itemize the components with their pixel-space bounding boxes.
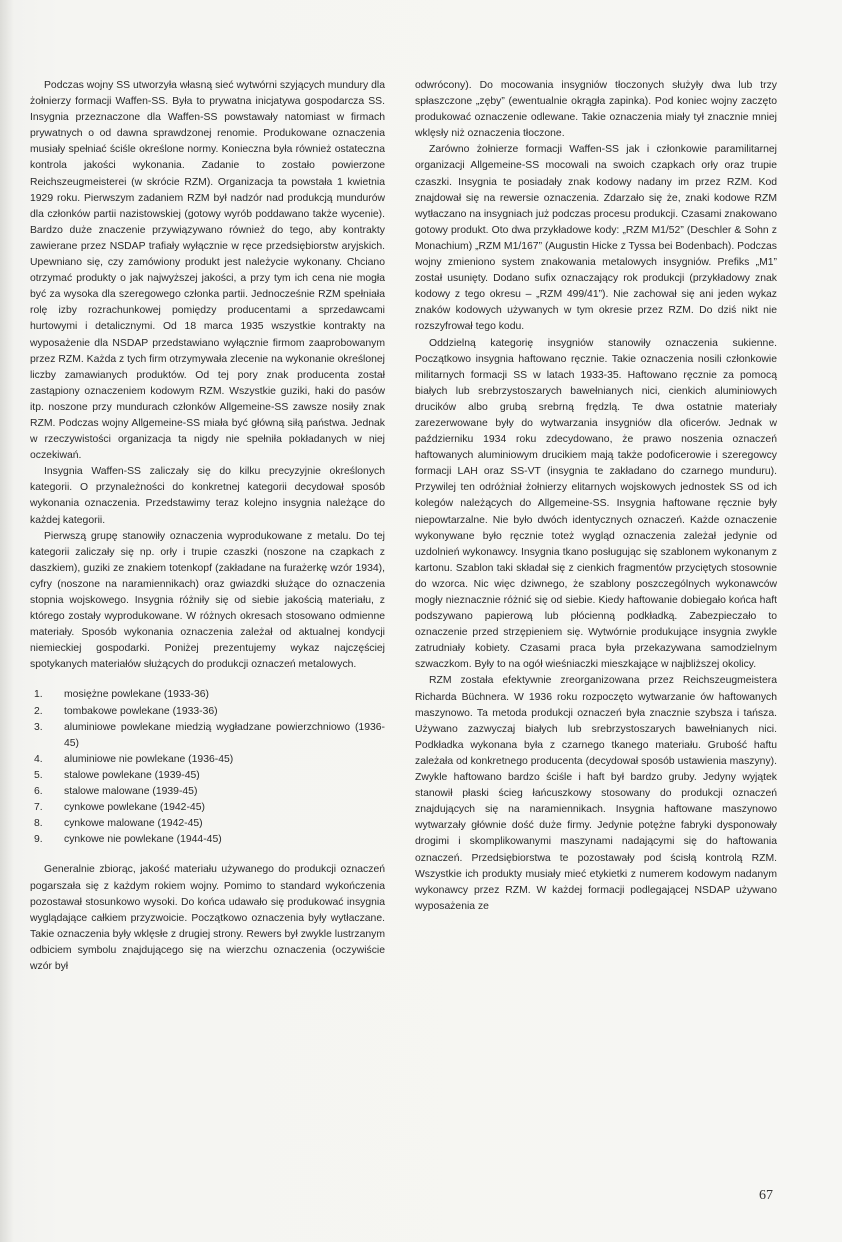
paragraph: Oddzielną kategorię insygniów stanowiły oznaczenia sukienne. Początkowo insygnia haftowano ręcznie. Takie oznaczenia nosili członkowie militarnych formacji SS w latach 1933-35. Haftowano ręcznie za pomocą białych lub srebrzystoszarych bawełnianych nici, cienkich aluminiowych drucików albo grubą srebrną frędzlą. Te dwa ostatnie materiały zarezerwowane były do wytwarzania insygniów dla oficerów. Jednak w październiku 1934 roku zdecydowano, że prawo noszenia oznaczeń haftowanych aluminiowym drucikiem mają także podoficerowie i szeregowcy formacji LAH oraz SS-VT (insygnia te zakładano do czarnego munduru). Przywilej ten odróżniał żołnierzy elitarnych wojskowych jednostek SS od ich kolegów należących do Allgemeine-SS. Insygnia haftowane ręcznie były niepowtarzalne. Nie było dwóch identycznych oznaczeń. Każde oznaczenie wykonywane było ręcznie toteż wygląd oznaczenia zależał jedynie od uzdolnień wykonawcy. Insygnia tkano posługując się szablonem wykonanym z kartonu. Szablon taki składał się z cienkich fragmentów przyciętych stosownie do wzorca. Nic więc dziwnego, że szablony poszczególnych wykonawców mogły nieznacznie różnić się od siebie. Kiedy haftowanie dobiegało końca haft podszywano papierową lub płócienną podkładką. Zabezpieczało to oznaczenie przed strzępieniem się. Wytwórnie produkujące insygnia zwykle zatrudniały kobiety. Czasami praca była przekazywana samodzielnym szwaczkom. Były to na ogół wieśniaczki mieszkające w najbliższej okolicy.: [415, 337, 777, 671]
paragraph: Zarówno żołnierze formacji Waffen-SS jak i członkowie paramilitarnej organizacji Allgemeine-SS mocowali na swoich czapkach orły oraz trupie czaszki. Insygnia te posiadały znak kodowy nadany im przez RZM. Kod znajdował się na rewersie oznaczenia. Zdarzało się że, znaki kodowe RZM wytłaczano na insygniach już podczas procesu produkcji. Czasami znakowano gotowy produkt. Oto dwa przykładowe kody: „RZM M1/52” (Deschler & Sohn z Monachium) „RZM M1/167” (Augustin Hicke z Tyssa bei Bodenbach). Podczas wojny zmieniono system znakowania metalowych insygniów. Prefiks „M1” został usunięty. Dodano sufix oznaczający rok produkcji (przykładowy znak kodowy z tego okresu – „RZM 499/41”). Nie zachował się ani jeden wykaz znaków kodowych używanych w tym okresie przez RZM. Do dziś nikt nie rozszyfrował tego kodu.: [415, 144, 777, 333]
paragraph: Insygnia Waffen-SS zaliczały się do kilku precyzyjnie określonych kategorii. O przynależności do konkretnej kategorii decydował sposób wykonania oznaczenia. Przedstawimy teraz kolejno insygnia należące do każdej kategorii.: [30, 466, 385, 526]
list-item: 4. aluminiowe nie powlekane (1936-45): [34, 753, 234, 765]
list-item: 1. mosiężne powlekane (1933-36): [34, 689, 209, 701]
materials-list: [30, 687, 385, 848]
list-item: 9. cynkowe nie powlekane (1944-45): [34, 834, 222, 846]
list-item: 3. aluminiowe powlekane miedzią wygładzane powierzchniowo (1936-45): [34, 721, 385, 749]
paragraph: Podczas wojny SS utworzyła własną sieć wytwórni szyjących mundury dla żołnierzy formacji Waffen-SS. Była to prywatna inicjatywa gospodarcza SS. Insygnia przeznaczone dla Waffen-SS powstawały natomiast w firmach prywatnych o od dawna sprawdzonej renomie. Produkowane oznaczenia musiały spełniać ściśle określone normy. Konieczna była również ostateczna kontrola jakości wykonania. Zadanie to zostało powierzone Reichszeugmeisterei (w skrócie RZM). Organizacja ta powstała 1 kwietnia 1929 roku. Pierwszym zadaniem RZM był nadzór nad produkcją mundurów dla członków partii nazistowskiej (gotowy wyrób poddawano także wycenie). Bardzo duże znaczenie przywiązywano również do tego, aby kontrakty zawierane przez NSDAP trafiały wyłącznie w ręce przedsiębiorstw aryjskich. Upewniano się, czy zamówiony produkt jest należycie wykonany. Chciano otrzymać produkty o jak najwyższej jakości, a przy tym ich cena nie mogła być za wysoka dla szeregowego członka partii. Jednocześnie RZM spełniała rolę izby rozrachunkowej pomiędzy producentami a sprzedawcami hurtowymi i detalicznymi. Od 18 marca 1935 wszystkie kontrakty na wyposażenie dla NSDAP przedstawiano wyłącznie firmom zaaprobowanym przez RZM. Każda z tych firm otrzymywała zlecenie na wykonanie określonej liczby zamawianych produktów. Od tej pory znak producenta został zastąpiony oznaczeniem kodowym RZM. Wszystkie guziki, haki do pasów itp. noszone przy mundurach członków Allgemeine-SS zawsze nosiły znak RZM. Podczas wojny Allgemeine-SS miała być główną siłą państwa. Jednak w rzeczywistości organizacja ta nigdy nie spełniła pokładanych w niej oczekiwań.: [30, 80, 385, 462]
page-number: 67: [759, 1188, 773, 1203]
list-item: 6. stalowe malowane (1939-45): [34, 786, 198, 798]
paragraph: Pierwszą grupę stanowiły oznaczenia wyprodukowane z metalu. Do tej kategorii zaliczały się np. orły i trupie czaszki (noszone na czapkach z daszkiem), guziki ze znakiem totenkopf (zakładane na furażerkę wzór 1934), cyfry (noszone na naramiennikach) oraz gwiazdki służące do oznaczenia stopnia wojskowego. Insygnia różniły się od siebie jakością materiału, z którego zostały wyprodukowane. W różnych okresach stosowano odmienne materiały. Sposób wykonania oznaczenia zależał od aktualnej kondycji niemieckiej gospodarki. Poniżej prezentujemy wykaz najczęściej spotykanych materiałów służących do produkcji oznaczeń metalowych.: [30, 530, 385, 671]
paragraph: RZM została efektywnie zreorganizowana przez Reichszeugmeistera Richarda Büchnera. W 1936 roku rozpoczęto wytwarzanie ów haftowanych maszynowo. Ta metoda produkcji oznaczeń była znacznie szybsza i tańsza. Używano zazwyczaj białych lub srebrzystoszarych bawełnianych nici. Podkładka wykonana była z czarnego tkanego materiału. Grubość haftu zależała od konkretnego producenta (decydował sposób ustawienia maszyny). Zwykle haftowano bardzo ściśle i haft był bardzo gruby. Jedyny wyjątek stanowił płaski ścieg łańcuszkowy stosowany do produkcji oznaczeń znajdujących się na naramiennikach. Insygnia haftowane maszynowo wytwarzały głównie dość duże firmy. Jedynie potężne fabryki dysponowały drogimi i skomplikowanymi maszynami nadającymi się do haftowania oznaczeń. Przedsiębiorstwa te pozostawały pod ścisłą kontrolą RZM. Wszystkie ich produkty musiały mieć etykietki z numerem kodowym nadanym wykonawcy przez RZM. W każdej formacji podlegającej NSDAP używano wyposażenia ze: [415, 675, 777, 912]
left-column: [30, 78, 385, 975]
paragraph: odwrócony). Do mocowania insygniów tłoczonych służyły dwa lub trzy spłaszczone „zęby” (ewentualnie okrągła zapinka). Pod koniec wojny zaczęto produkować oznaczenie odlewane. Takie oznaczenia miały tył znacznie mniej wklęsły niż oznaczenia tłoczone.: [415, 80, 777, 140]
list-item: 5. stalowe powlekane (1939-45): [34, 769, 200, 781]
list-item: 2. tombakowe powlekane (1933-36): [34, 705, 218, 717]
list-item: 7. cynkowe powlekane (1942-45): [34, 802, 205, 814]
paragraph: Generalnie zbiorąc, jakość materiału używanego do produkcji oznaczeń pogarszała się z każdym rokiem wojny. Pomimo to standard wykończenia pozostawał stosunkowo wysoki. Do końca udawało się produkować insygnia wyglądające całkiem przyzwoicie. Początkowo oznaczenia były wytłaczane. Takie oznaczenia były wklęsłe z drugiej strony. Rewers był zwykle lustrzanym odbiciem symbolu znajdującego się na wierzchu oznaczenia (oczywiście wzór był: [30, 864, 385, 972]
right-column: [415, 78, 777, 915]
list-item: 8. cynkowe malowane (1942-45): [34, 818, 203, 830]
